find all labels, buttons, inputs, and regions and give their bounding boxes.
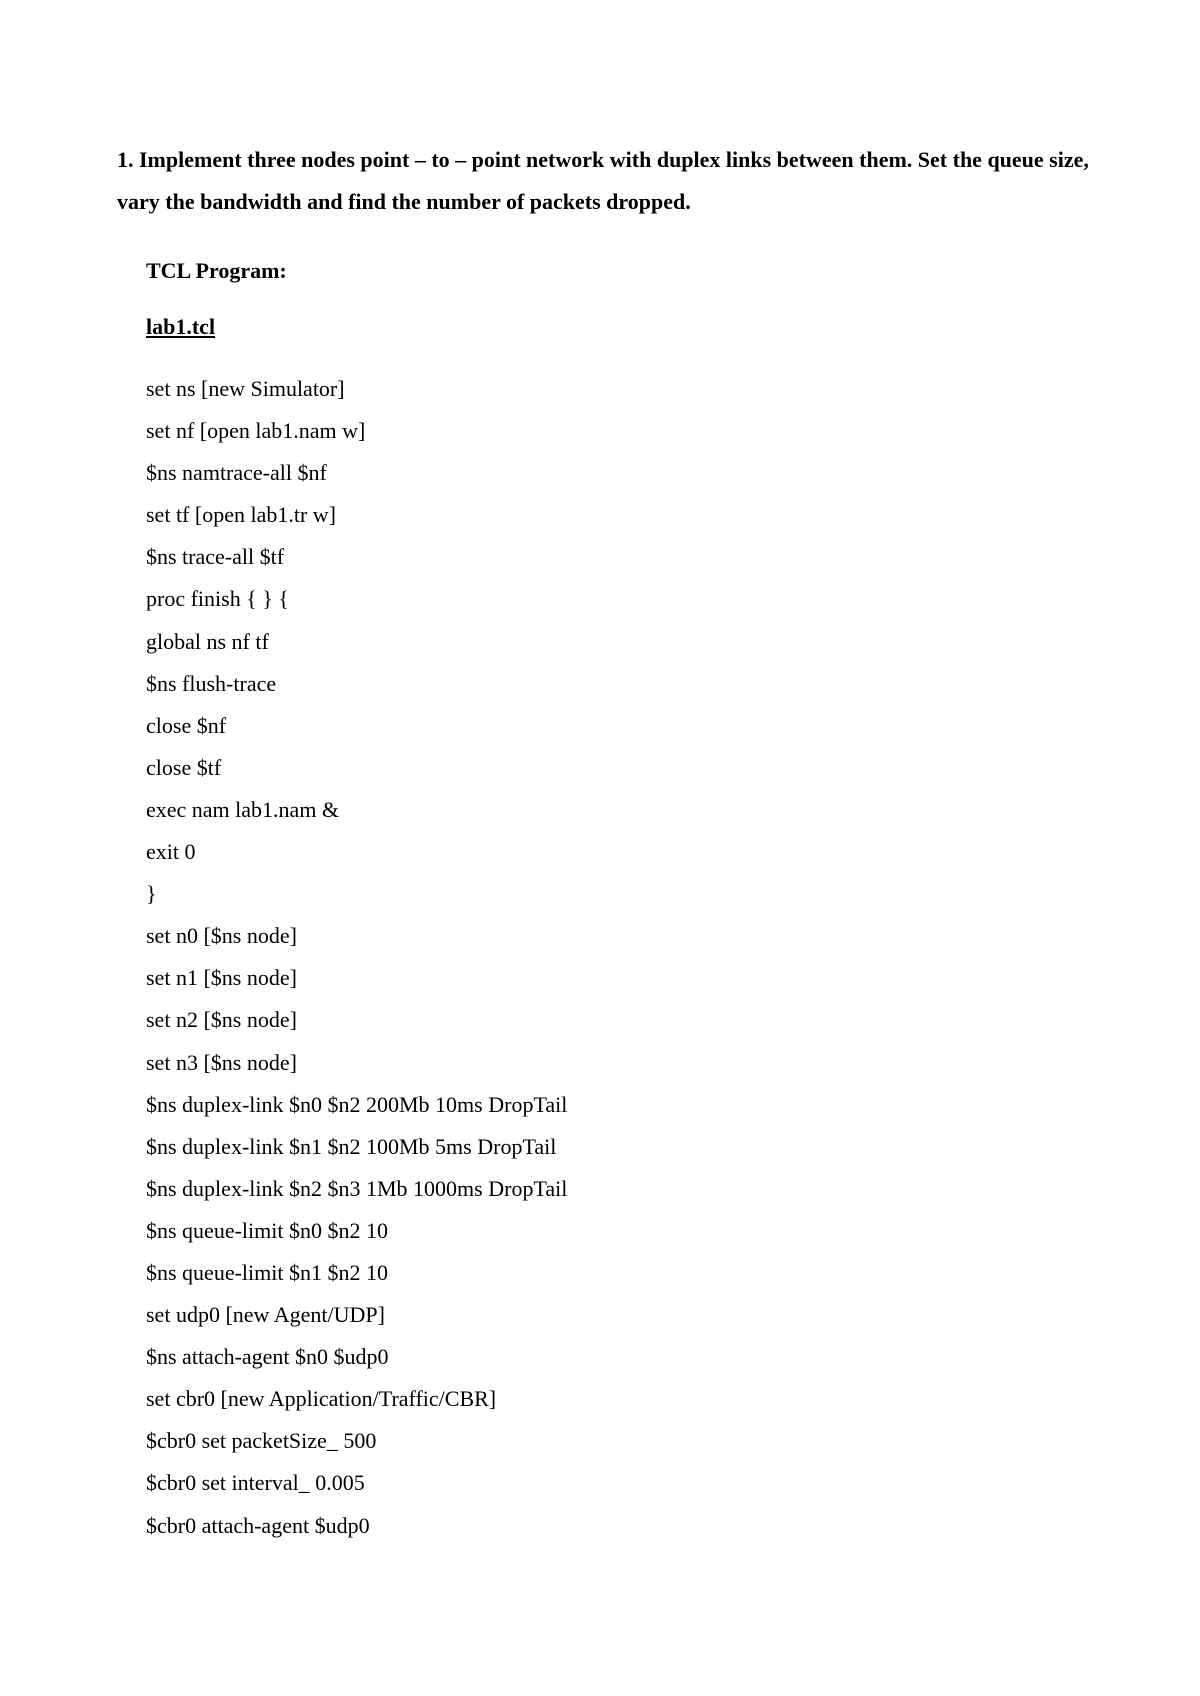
- code-line: $ns attach-agent $n0 $udp0: [146, 1344, 389, 1370]
- code-line: exit 0: [146, 839, 196, 865]
- code-line: $cbr0 set interval_ 0.005: [146, 1470, 365, 1496]
- code-line: $ns queue-limit $n0 $n2 10: [146, 1217, 388, 1243]
- code-line: set tf [open lab1.tr w]: [146, 502, 336, 528]
- code-line: proc finish { } {: [146, 586, 289, 612]
- code-line: $cbr0 set packetSize_ 500: [146, 1428, 377, 1454]
- code-line: }: [146, 881, 157, 907]
- code-line: $ns queue-limit $n1 $n2 10: [146, 1259, 388, 1285]
- file-name-heading: lab1.tcl: [146, 314, 216, 339]
- code-listing: [146, 368, 567, 1547]
- code-line: close $tf: [146, 754, 222, 780]
- code-line: set n2 [$ns node]: [146, 1007, 297, 1033]
- question-body: Implement three nodes point – to – point network with duplex links between them. Set the queue size, vary the bandwidth and find the number of packets dropped.: [117, 147, 1089, 214]
- code-line: close $nf: [146, 712, 227, 738]
- code-line: global ns nf tf: [146, 628, 269, 654]
- question-number: 1.: [117, 147, 134, 172]
- code-line: $ns namtrace-all $nf: [146, 460, 327, 486]
- question-text: [117, 139, 1097, 223]
- code-line: $cbr0 attach-agent $udp0: [146, 1512, 370, 1538]
- code-line: set n3 [$ns node]: [146, 1049, 297, 1075]
- code-line: set ns [new Simulator]: [146, 376, 345, 401]
- code-line: $ns flush-trace: [146, 670, 277, 696]
- code-line: $ns duplex-link $n0 $n2 200Mb 10ms DropTail: [146, 1091, 568, 1117]
- code-line: set cbr0 [new Application/Traffic/CBR]: [146, 1386, 497, 1412]
- code-line: $ns trace-all $tf: [146, 544, 285, 570]
- code-line: set nf [open lab1.nam w]: [146, 418, 366, 444]
- code-line: $ns duplex-link $n1 $n2 100Mb 5ms DropTail: [146, 1133, 557, 1159]
- code-line: $ns duplex-link $n2 $n3 1Mb 1000ms DropTail: [146, 1175, 568, 1201]
- code-line: set n1 [$ns node]: [146, 965, 297, 991]
- section-heading: TCL Program:: [146, 258, 287, 283]
- code-line: set n0 [$ns node]: [146, 923, 297, 949]
- code-line: set udp0 [new Agent/UDP]: [146, 1302, 385, 1328]
- code-line: exec nam lab1.nam &: [146, 796, 340, 822]
